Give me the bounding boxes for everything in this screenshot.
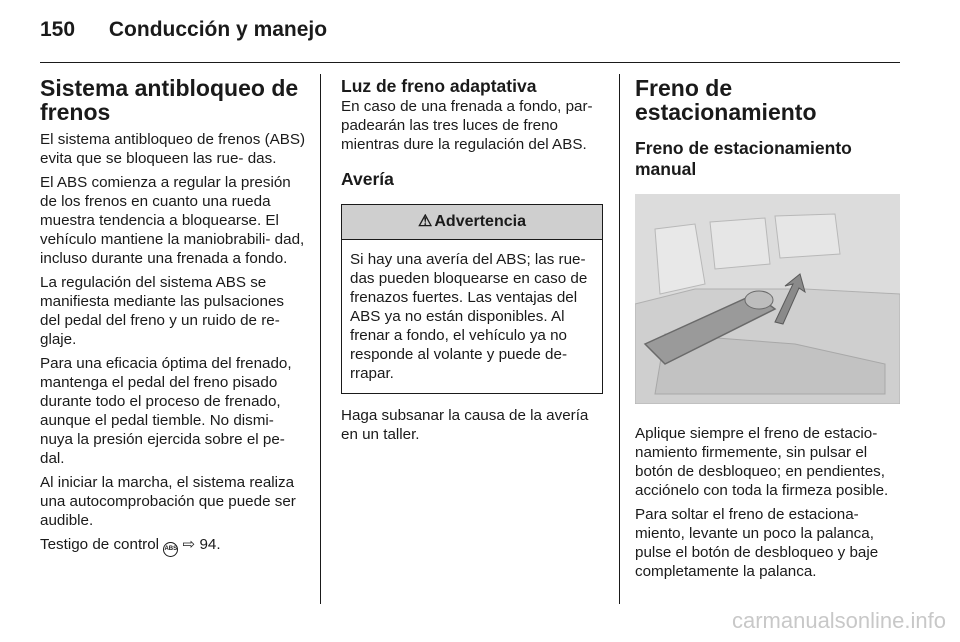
warning-header — [342, 205, 602, 240]
warning-box — [341, 204, 603, 394]
abs-paragraph-6 — [40, 535, 306, 557]
parking-brake-heading: Freno de estacionamiento — [635, 75, 817, 125]
watermark: carmanualsonline.info — [731, 608, 946, 633]
brake-light-paragraph: En caso de una frenada a fondo, par- padearán las tres luces de freno mientras dure la regulación del ABS. — [341, 98, 593, 153]
failure-paragraph: Haga subsanar la causa de la avería en un taller. — [341, 407, 589, 443]
column-parking-brake — [635, 76, 901, 586]
page-header — [40, 18, 327, 42]
page-number: 150 — [40, 18, 76, 41]
abs-paragraph-5: Al iniciar la marcha, el sistema realiza una autocomprobación que puede ser audible. — [40, 474, 296, 529]
section-title: Conducción y manejo — [108, 18, 328, 41]
reference-arrow-icon: ⇨ — [182, 536, 196, 553]
abs-paragraph-4: Para una eficacia óptima del frenado, mantenga el pedal del freno pisado durante todo el proceso de frenado, aunque el pedal tiemble. No dismi- nuya la presión ejercida sobre el pe- dal. — [40, 355, 292, 467]
manual-parking-brake-subheading: Freno de estacionamiento manual — [635, 138, 852, 179]
page-reference[interactable]: 94. — [199, 536, 221, 553]
column-divider-1 — [320, 74, 321, 604]
warning-text: Si hay una avería del ABS; las rue- das pueden bloquearse en caso de frenazos fuertes. Las ventajas del ABS ya no están disponibles. Al frenar a fondo, el vehículo ya no responde al volante y puede de- rrapar. — [350, 251, 588, 382]
abs-paragraph-1: El sistema antibloqueo de frenos (ABS) evita que se bloqueen las rue- das. — [40, 131, 306, 167]
abs-paragraph-3: La regulación del sistema ABS se manifiesta mediante las pulsaciones del pedal del freno y un ruido de re- glaje. — [40, 274, 284, 348]
warning-triangle-icon: ⚠ — [418, 213, 433, 230]
warning-title: Advertencia — [434, 213, 526, 230]
abs-heading: Sistema antibloqueo de frenos — [40, 75, 299, 125]
abs-warning-light-icon: ABS — [163, 542, 178, 557]
brake-light-heading: Luz de freno adaptativa — [341, 76, 537, 96]
header-rule — [40, 62, 900, 63]
parking-brake-lever-illustration — [635, 194, 900, 404]
control-light-label: Testigo de control — [40, 536, 160, 553]
parking-brake-paragraph-2: Para soltar el freno de estaciona- miento, levante un poco la palanca, pulse el botón de desbloqueo y baje completamente la palanca. — [635, 506, 879, 580]
column-abs — [40, 76, 306, 562]
abs-paragraph-2: El ABS comienza a regular la presión de los frenos en cuanto una rueda muestra tendencia a bloquearse. El vehículo mantiene la maniobrabili- dad, incluso durante una frenada a fondo. — [40, 174, 305, 267]
parking-brake-paragraph-1: Aplique siempre el freno de estacio- namiento firmemente, sin pulsar el botón de desbloqueo; en pendientes, acciónelo con toda la firmeza posible. — [635, 425, 889, 499]
column-brake-light — [341, 76, 603, 449]
failure-subheading: Avería — [341, 169, 394, 189]
column-divider-2 — [619, 74, 620, 604]
